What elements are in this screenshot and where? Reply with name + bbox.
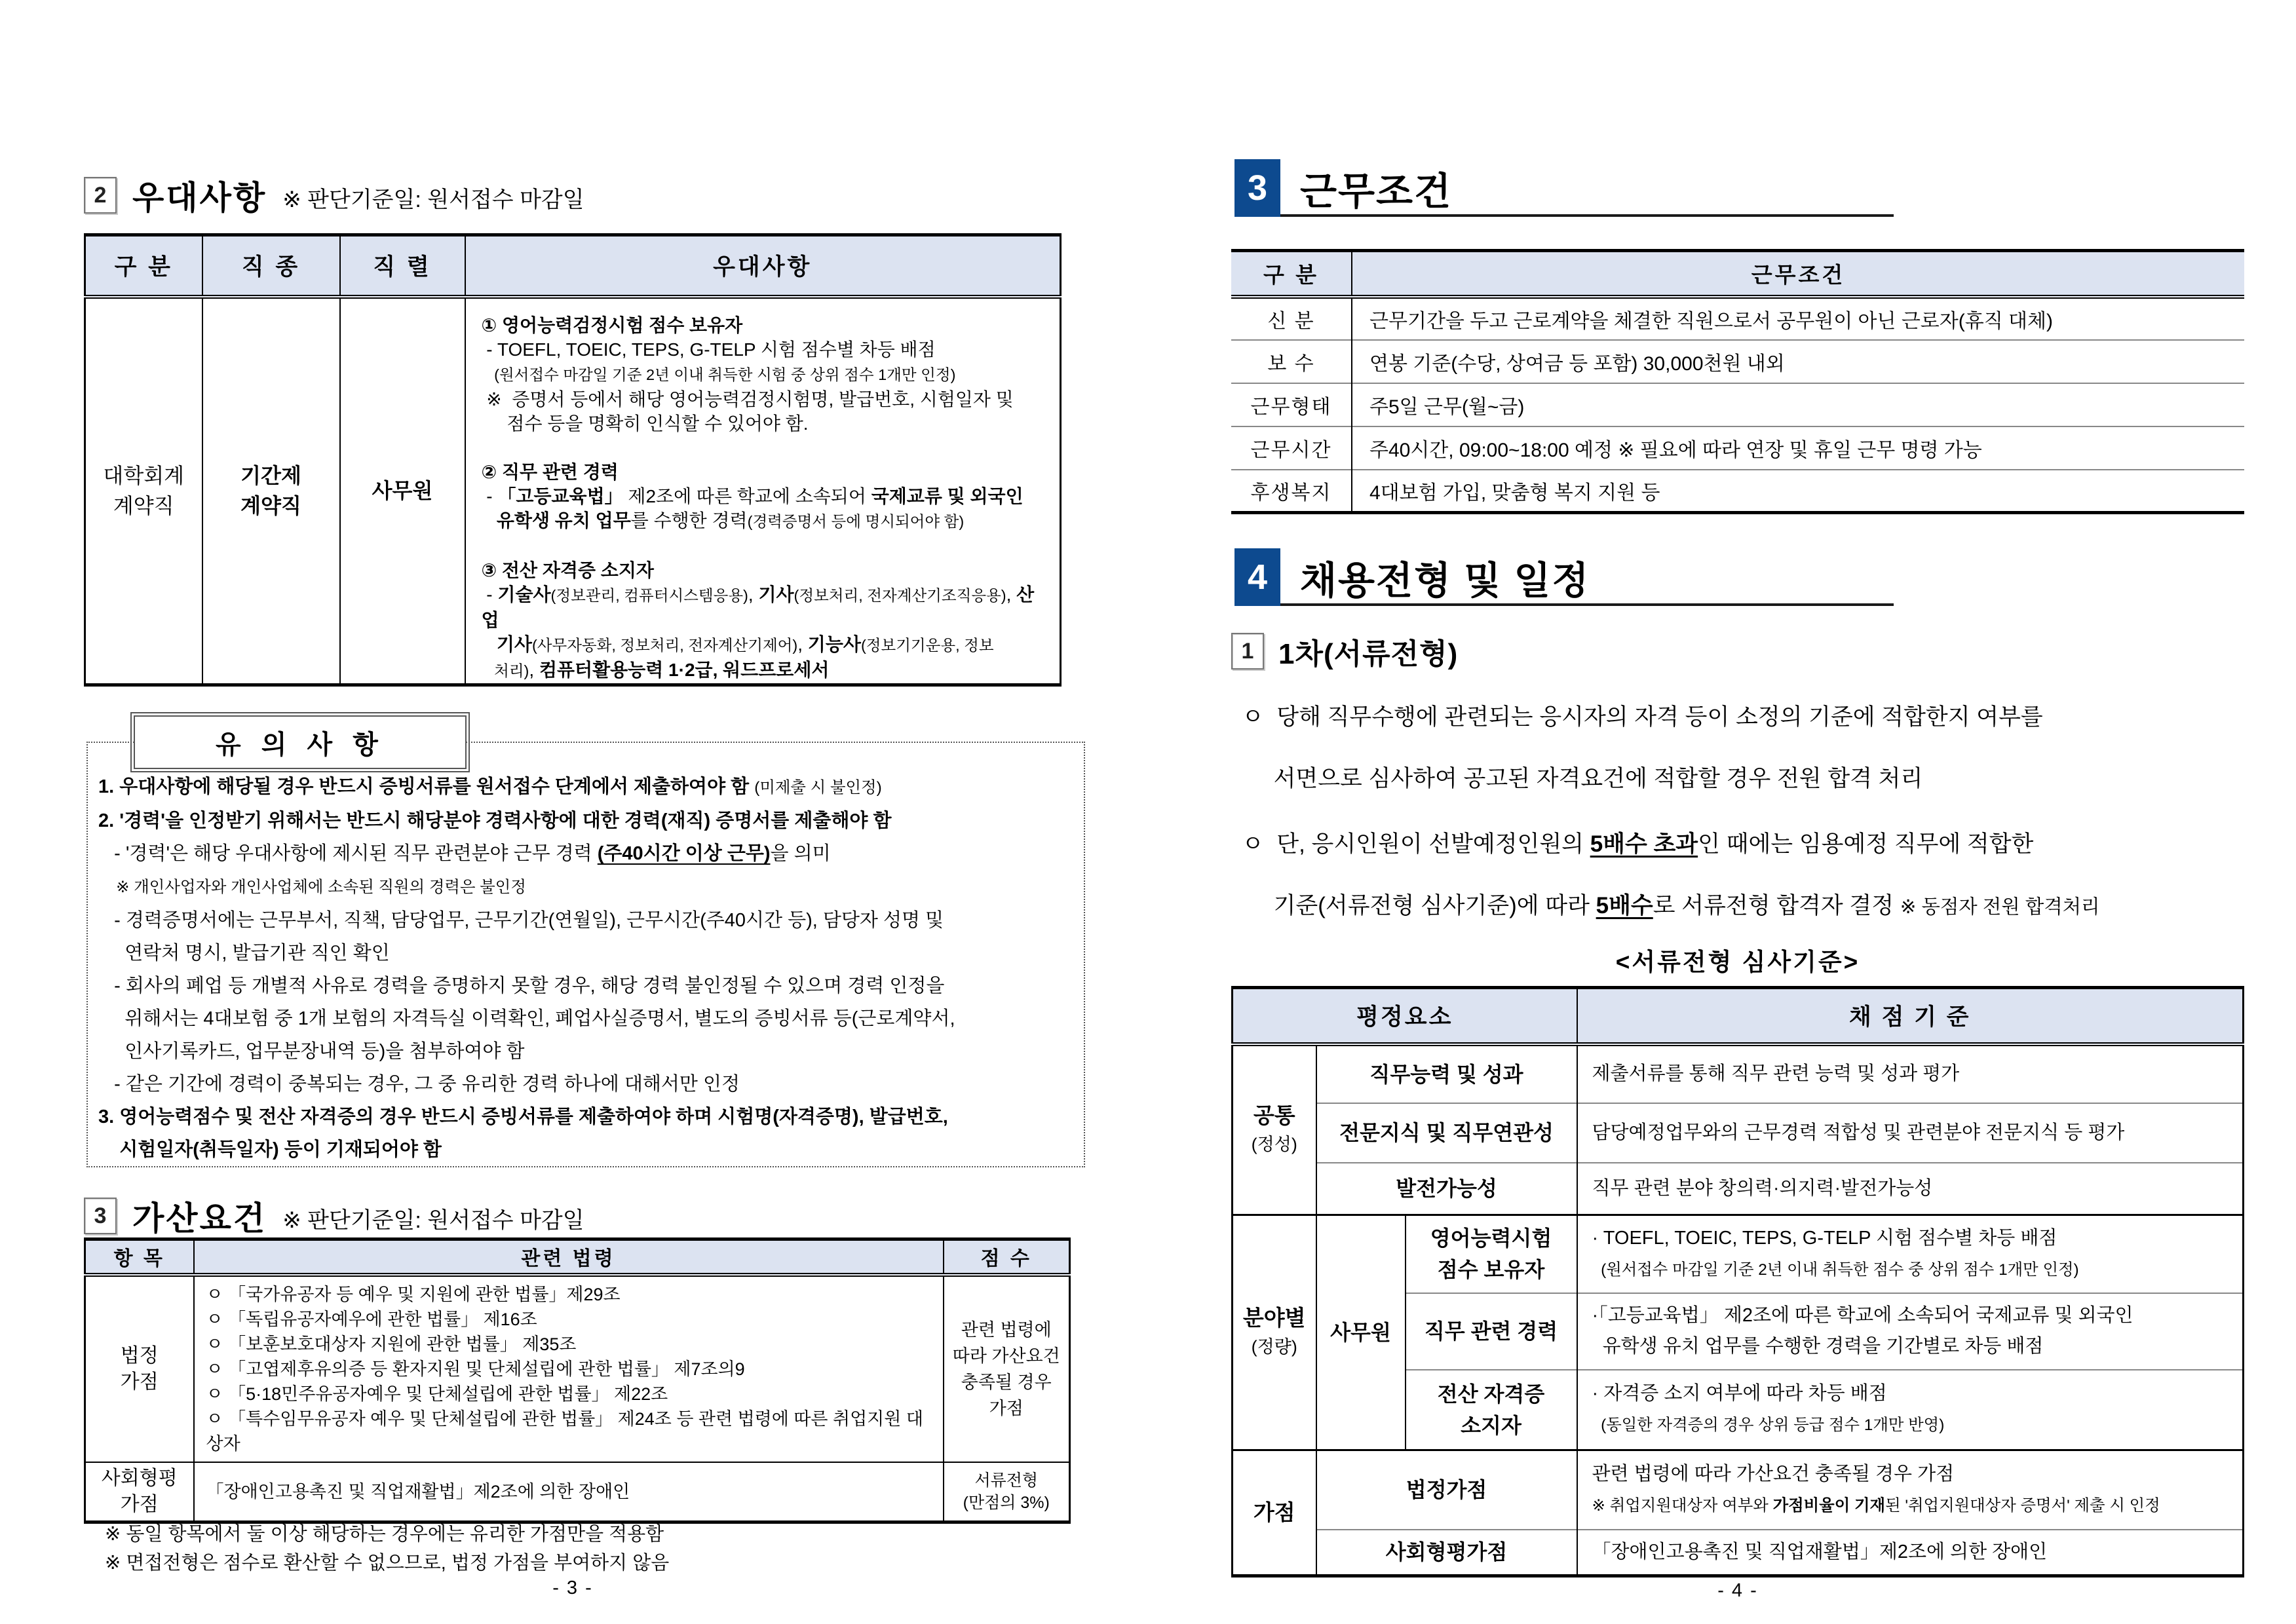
section-number-badge: 4 — [1234, 548, 1280, 606]
text-line: 기준(서류전형 심사기준)에 따라 5배수로 서류전형 합격자 결정 ※ 동점자 전원 합격처리 — [1242, 893, 2100, 918]
text-line: ③ 전산 자격증 소지자 — [481, 559, 654, 580]
col-header-category: 구 분 — [1231, 251, 1352, 297]
text-line: 가점 — [989, 1398, 1024, 1418]
cell-criteria — [1577, 1163, 2244, 1215]
text-line: (만점의 3%) — [963, 1493, 1050, 1512]
text-line: 3. 영어능력점수 및 전산 자격증의 경우 반드시 증빙서류를 제출하여야 하며 시험명(자격증명), 발급번호, — [98, 1106, 948, 1127]
text-line: 직무 관련 경력 — [1424, 1319, 1558, 1343]
cell-value: 주5일 근무(월~금) — [1352, 383, 2244, 426]
row-bonus-legal — [1233, 1450, 2244, 1530]
text-line: 2. '경력'을 인정받기 위해서는 반드시 해당분야 경력사항에 대한 경력(재직) 증명서를 제출해야 함 — [98, 810, 892, 831]
text-line: 전산 자격증 — [1437, 1382, 1545, 1406]
section-preferential-heading — [84, 172, 584, 219]
section-number-badge: 3 — [1234, 159, 1280, 217]
bullet-screening-overview — [1242, 687, 2264, 810]
text-line: 유학생 유치 업무를 수행한 경력을 기간별로 차등 배점 — [1592, 1336, 2044, 1357]
text-line: 인사기록카드, 업무분장내역 등)을 첨부하여야 함 — [98, 1041, 525, 1062]
text-line: 관련 법령에 — [961, 1319, 1052, 1340]
text-line: 소지자 — [1461, 1413, 1521, 1437]
text-line: (원서접수 마감일 기준 2년 이내 취득한 점수 중 상위 점수 1개만 인정) — [1592, 1260, 2079, 1279]
text-line: ① 영어능력검정시험 점수 보유자 — [481, 314, 743, 335]
section-title: 가산요건 — [132, 1200, 267, 1237]
section-note: ※ 판단기준일: 원서접수 마감일 — [282, 187, 584, 212]
group-common: 공통 (정성) — [1233, 1044, 1316, 1215]
text-line: 직무 관련 분야 창의력·의지력·발전가능성 — [1592, 1177, 1933, 1199]
cell-label: 보 수 — [1231, 340, 1352, 383]
table-header-row — [1231, 251, 2244, 297]
cell-category — [85, 297, 202, 685]
text-line: 담당예정업무와의 근무경력 적합성 및 관련분야 전문지식 등 평가 — [1592, 1122, 2125, 1143]
text-line: 법정 — [120, 1344, 159, 1367]
cell-criteria — [1577, 1450, 2244, 1530]
cell-laws — [194, 1462, 944, 1522]
cell-jobseries — [340, 297, 465, 685]
col-header-factors: 평정요소 — [1233, 988, 1577, 1044]
cell-preference-details — [465, 297, 1061, 685]
table-row — [85, 297, 1061, 685]
text-line: 기사(사무자동화, 정보처리, 전자계산기제어), 기능사(정보기기운용, 정보 — [496, 633, 994, 654]
text-line: - 회사의 폐업 등 개별적 사유로 경력을 증명하지 못할 경우, 해당 경력 불인정될 수 있으며 경력 인정을 — [98, 975, 945, 996]
text-line: - '경력'은 해당 우대사항에 제시된 직무 관련분야 근무 경력 (주40시간 이상 근무)을 의미 — [98, 843, 831, 864]
table-header-row — [85, 1239, 1070, 1275]
text-line: 점수 등을 명확히 인식할 수 있어야 함. — [481, 413, 809, 434]
text-line: ※ 취업지원대상자 여부와 가점비율이 기재된 '취업지원대상자 증명서' 제출 시 인정 — [1592, 1496, 2160, 1515]
cell-score — [944, 1462, 1070, 1522]
cell-factor — [1316, 1044, 1577, 1103]
notice-body — [98, 770, 1075, 1166]
text-line: 서류전형 — [974, 1471, 1039, 1490]
cell-jobtype — [202, 297, 340, 685]
section-title: 우대사항 — [132, 179, 267, 216]
cell-criteria — [1577, 1215, 2244, 1293]
table-row-social-equity — [85, 1462, 1070, 1522]
stage-title: 1차(서류전형) — [1278, 638, 1459, 670]
text-line: 직무능력 및 성과 — [1369, 1062, 1523, 1086]
cell-factor — [1316, 1450, 1577, 1530]
page-number: - 3 - — [552, 1577, 593, 1598]
text-line: 사무원 — [372, 479, 433, 502]
text-line: 「장애인고용촉진 및 직업재활법」제2조에 의한 장애인 — [206, 1481, 630, 1501]
text-line: ※ 동일 항목에서 둘 이상 해당하는 경우에는 유리한 가점만을 적용함 — [105, 1524, 664, 1545]
cell-value: 연봉 기준(수당, 상여금 등 포함) 30,000천원 내외 — [1352, 340, 2244, 383]
work-conditions-table — [1231, 249, 2244, 514]
footnotes — [105, 1520, 669, 1577]
text-line: - 같은 기간에 경력이 중복되는 경우, 그 중 유리한 경력 하나에 대해서만 인정 — [98, 1074, 740, 1095]
table-row-work-type — [1231, 383, 2244, 426]
text-line: 전문지식 및 직무연관성 — [1339, 1121, 1554, 1144]
col-header-conditions: 근무조건 — [1352, 251, 2244, 297]
text-line: 가점 — [120, 1493, 159, 1515]
text-line: ㅇ 「특수임무유공자 예우 및 단체설립에 관한 법률」 제24조 등 관련 법령에 따른 취업지원 대상자 — [206, 1408, 923, 1454]
cell-criteria — [1577, 1103, 2244, 1163]
text-line: ② 직무 관련 경력 — [481, 461, 619, 482]
col-header-score: 점 수 — [944, 1239, 1070, 1275]
text-line: 따라 가산요건 — [952, 1346, 1060, 1366]
table-header-row — [85, 235, 1061, 297]
cell-job-office-worker: 사무원 — [1316, 1215, 1406, 1450]
section-number-box: 2 — [84, 177, 117, 214]
cell-value: 4대보험 가입, 맞춤형 복지 지원 등 — [1352, 470, 2244, 513]
text-line: ※ 면접전형은 점수로 환산할 수 없으므로, 법정 가점을 부여하지 않음 — [105, 1553, 670, 1574]
text-line: 충족될 경우 — [961, 1372, 1052, 1392]
row-common-growth — [1233, 1163, 2244, 1215]
col-header-jobtype: 직 종 — [202, 235, 340, 297]
col-header-jobseries: 직 렬 — [340, 235, 465, 297]
text-line: ㅇ 「독립유공자예우에 관한 법률」 제16조 — [206, 1309, 537, 1329]
cell-score — [944, 1275, 1070, 1462]
section-note: ※ 판단기준일: 원서접수 마감일 — [282, 1207, 584, 1233]
text-line: · TOEFL, TOEIC, TEPS, G-TELP 시험 점수별 차등 배점 — [1592, 1227, 2057, 1249]
text-line: · 자격증 소지 여부에 따라 차등 배점 — [1592, 1383, 1887, 1405]
text-line: (동일한 자격증의 경우 상위 등급 점수 1개만 반영) — [1592, 1416, 1945, 1435]
text-line: 점수 보유자 — [1437, 1258, 1545, 1282]
cell-criteria — [1577, 1044, 2244, 1103]
section-work-conditions-heading — [1234, 159, 1452, 217]
text-line: 1. 우대사항에 해당될 경우 반드시 증빙서류를 원서접수 단계에서 제출하여야 함 (미제출 시 불인정) — [98, 776, 882, 797]
table-row-work-hours — [1231, 426, 2244, 470]
text-line: 법정가점 — [1406, 1478, 1487, 1502]
cell-label: 근무시간 — [1231, 426, 1352, 470]
cell-factor — [1316, 1163, 1577, 1215]
cell-factor — [1406, 1370, 1577, 1450]
section-title: 채용전형 및 일정 — [1300, 559, 1590, 602]
cell-label: 후생복지 — [1231, 470, 1352, 513]
table-header-row — [1233, 988, 2244, 1044]
cell-value: 근무기간을 두고 근로계약을 체결한 직원으로서 공무원이 아닌 근로자(휴직 대체) — [1352, 297, 2244, 340]
text-line: ※ 증명서 등에서 해당 영어능력검정시험명, 발급번호, 시험일자 및 — [481, 388, 1014, 409]
text-line: 위해서는 4대보험 중 1개 보험의 자격득실 이력확인, 폐업사실증명서, 별도의 증빙서류 등(근로계약서, — [98, 1008, 955, 1029]
col-header-category: 구 분 — [85, 235, 202, 297]
section-bonus-heading — [84, 1192, 584, 1239]
text-line — [482, 534, 1051, 558]
cell-factor — [1406, 1293, 1577, 1370]
col-header-law: 관련 법령 — [194, 1239, 944, 1275]
criteria-table — [1231, 986, 2244, 1577]
table-row-legal-bonus — [85, 1275, 1070, 1462]
cell-label: 신 분 — [1267, 310, 1315, 332]
text-line: 연락처 명시, 발급기관 직인 확인 — [98, 943, 390, 964]
cell-criteria — [1577, 1293, 2244, 1370]
text-line: 대학회계 — [103, 464, 185, 487]
text-line: ※ 개인사업자와 개인사업체에 소속된 직원의 경력은 불인정 — [98, 878, 526, 896]
row-common-expertise — [1233, 1103, 2244, 1163]
row-bonus-social — [1233, 1530, 2244, 1576]
group-bonus: 가점 — [1233, 1450, 1316, 1576]
text-line: ㅇ 「보훈보호대상자 지원에 관한 법률」 제35조 — [206, 1334, 577, 1354]
text-line: 가점 — [120, 1370, 159, 1393]
text-line: 사회형평가점 — [1385, 1540, 1508, 1564]
text-line — [482, 436, 1051, 460]
text-line: 처리), 컴퓨터활용능력 1·2급, 워드프로세서 — [481, 659, 830, 680]
text-line: 영어능력시험 — [1430, 1226, 1552, 1251]
text-line: 기간제 — [240, 464, 301, 487]
cell-factor — [1316, 1530, 1577, 1576]
text-line: 「장애인고용촉진 및 직업재활법」제2조에 의한 장애인 — [1592, 1541, 2048, 1562]
group-field: 분야별 (정량) — [1233, 1215, 1316, 1450]
preferential-table — [84, 233, 1062, 687]
cell-laws — [194, 1275, 944, 1462]
text-line: ㅇ 당해 직무수행에 관련되는 응시자의 자격 등이 소정의 기준에 적합한지 여부를 — [1242, 704, 2043, 730]
text-line: ·「고등교육법」 제2조에 따른 학교에 소속되어 국제교류 및 외국인 — [1592, 1305, 2133, 1326]
table-row-status — [1231, 297, 2244, 340]
text-line: - 「고등교육법」 제2조에 따른 학교에 소속되어 국제교류 및 외국인 — [481, 485, 1024, 506]
row-field-english — [1233, 1215, 2244, 1293]
stage1-heading — [1231, 630, 1458, 672]
section-hiring-heading — [1234, 548, 1590, 606]
bullet-screening-multiplier — [1242, 814, 2264, 938]
text-line: 계약직 — [240, 494, 301, 518]
text-line: - 기술사(정보관리, 컴퓨터시스템응용), 기사(정보처리, 전자계산기조직응용), 산업 — [481, 584, 1035, 630]
text-line: 계약직 — [113, 494, 174, 518]
text-line: 발전가능성 — [1396, 1177, 1497, 1201]
notice-title: 유 의 사 항 — [134, 715, 467, 769]
cell-item — [85, 1462, 194, 1522]
row-common-performance — [1233, 1044, 2244, 1103]
text-line: 유학생 유치 업무를 수행한 경력(경력증명서 등에 명시되어야 함) — [496, 510, 965, 531]
page-number: - 4 - — [1717, 1580, 1758, 1601]
criteria-table-title: <서류전형 심사기준> — [1615, 949, 1860, 975]
text-line: ㅇ 「5·18민주유공자예우 및 단체설립에 관한 법률」 제22조 — [206, 1384, 668, 1404]
text-line: (원서접수 마감일 기준 2년 이내 취득한 시험 중 상위 점수 1개만 인정) — [481, 366, 956, 383]
text-line: ㅇ 「고엽제후유의증 등 환자지원 및 단체설립에 관한 법률」 제7조의9 — [206, 1359, 745, 1379]
heading-rule — [1280, 214, 1894, 217]
table-row-welfare — [1231, 470, 2244, 513]
cell-criteria — [1577, 1370, 2244, 1450]
table-row-pay — [1231, 340, 2244, 383]
text-line: ㅇ 「국가유공자 등 예우 및 지원에 관한 법률」제29조 — [206, 1284, 621, 1304]
stage-number-box: 1 — [1231, 633, 1264, 670]
cell-factor — [1406, 1215, 1577, 1293]
col-header-item: 항 목 — [85, 1239, 194, 1275]
bonus-table — [84, 1237, 1071, 1524]
cell-label: 근무형태 — [1231, 383, 1352, 426]
col-header-preference: 우대사항 — [465, 235, 1061, 297]
cell-value: 주40시간, 09:00~18:00 예정 ※ 필요에 따라 연장 및 휴일 근무 명령 가능 — [1352, 426, 2244, 470]
cell-criteria — [1577, 1530, 2244, 1576]
text-line: 관련 법령에 따라 가산요건 충족될 경우 가점 — [1592, 1463, 1955, 1484]
section-number-box: 3 — [84, 1198, 117, 1234]
cell-factor — [1316, 1103, 1577, 1163]
text-line: 사회형평 — [101, 1467, 178, 1489]
heading-rule — [1280, 603, 1894, 606]
text-line: ㅇ 단, 응시인원이 선발예정인원의 5배수 초과인 때에는 임용예정 직무에 적합한 — [1242, 831, 2034, 857]
text-line: 시험일자(취득일자) 등이 기재되어야 함 — [98, 1139, 442, 1160]
col-header-scoring: 채 점 기 준 — [1577, 988, 2244, 1044]
section-title: 근무조건 — [1300, 170, 1453, 213]
text-line: - 경력증명서에는 근무부서, 직책, 담당업무, 근무기간(연월일), 근무시간(주40시간 등), 담당자 성명 및 — [98, 910, 944, 931]
text-line: 서면으로 심사하여 공고된 자격요건에 적합할 경우 전원 합격 처리 — [1242, 766, 1923, 791]
text-line: - TOEFL, TOEIC, TEPS, G-TELP 시험 점수별 차등 배점 — [481, 339, 936, 360]
text-line: 제출서류를 통해 직무 관련 능력 및 성과 평가 — [1592, 1063, 1960, 1084]
cell-item — [85, 1275, 194, 1462]
